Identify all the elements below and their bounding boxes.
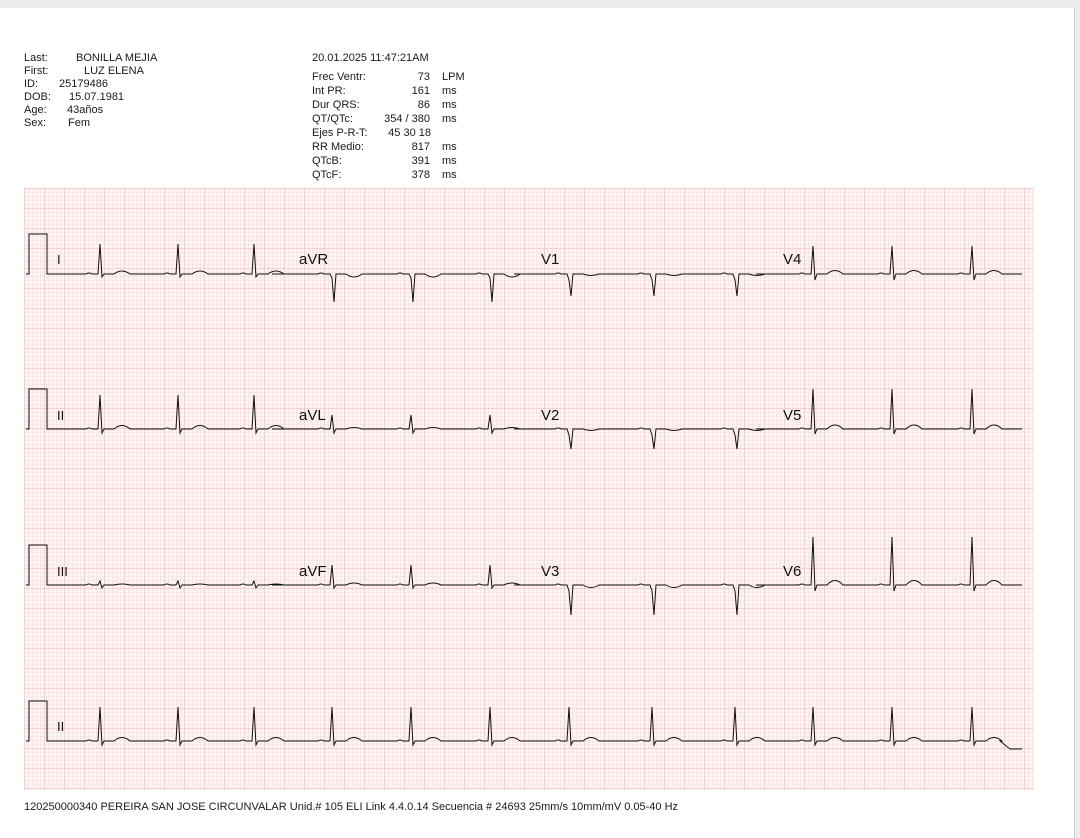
lead-label: aVF [299, 563, 327, 580]
measurement-label: Ejes P-R-T: [312, 127, 368, 139]
measurement-value: 378 [411, 169, 430, 181]
lead-label: V6 [783, 563, 802, 580]
lead-label: III [57, 564, 68, 579]
lead-label: V2 [541, 407, 560, 424]
measurement-value: 817 [411, 141, 430, 153]
sex-value: Fem [68, 117, 90, 129]
measurement-value: 73 [417, 71, 430, 83]
measurement-unit: LPM [442, 71, 465, 83]
last-name-label: Last: [24, 52, 48, 64]
measurement-unit: ms [442, 85, 457, 97]
measurement-value: 86 [417, 99, 430, 111]
first-name-value: LUZ ELENA [84, 65, 144, 77]
last-name-value: BONILLA MEJIA [76, 52, 158, 64]
measurement-label: Int PR: [312, 85, 346, 97]
measurement-label: RR Medio: [312, 141, 364, 153]
measurement-unit: ms [442, 99, 457, 111]
measurement-unit: ms [442, 113, 457, 125]
lead-label: aVL [299, 407, 326, 424]
ecg-report-page [0, 8, 1075, 838]
lead-label: V3 [541, 563, 560, 580]
measurement-value: 161 [411, 85, 430, 97]
dob-label: DOB: [24, 91, 51, 103]
sex-label: Sex: [24, 117, 47, 129]
dob-value: 15.07.1981 [69, 91, 125, 103]
measurement-label: QTcF: [312, 169, 342, 181]
measurement-unit: ms [442, 155, 457, 167]
lead-label: aVR [299, 251, 329, 268]
measurement-label: QTcB: [312, 155, 342, 167]
measurement-value: 354 / 380 [384, 113, 430, 125]
lead-label: V1 [541, 251, 560, 268]
ecg-grid [24, 188, 1034, 790]
measurement-value: 45 30 18 [388, 127, 431, 139]
ecg-chart [0, 8, 1074, 838]
id-value: 25179486 [59, 78, 108, 90]
measurement-label: QT/QTc: [312, 113, 353, 125]
measurement-label: Frec Ventr: [312, 71, 366, 83]
age-label: Age: [24, 104, 47, 116]
lead-label: V5 [783, 407, 802, 424]
lead-label: I [57, 252, 61, 267]
measurement-unit: ms [442, 141, 457, 153]
recording-datetime: 20.01.2025 11:47:21AM [312, 52, 429, 64]
measurement-value: 391 [411, 155, 430, 167]
age-value: 43años [67, 104, 104, 116]
lead-label: V4 [783, 251, 802, 268]
lead-label: II [57, 408, 65, 423]
report-footer: 120250000340 PEREIRA SAN JOSE CIRCUNVALAR Unid.# 105 ELI Link 4.4.0.14 Secuencia # 24693 25mm/s 10mm/mV 0.05-40 Hz [24, 801, 679, 813]
measurement-unit: ms [442, 169, 457, 181]
first-name-label: First: [24, 65, 49, 77]
lead-label: II [57, 719, 65, 734]
measurement-label: Dur QRS: [312, 99, 360, 111]
id-label: ID: [24, 78, 39, 90]
